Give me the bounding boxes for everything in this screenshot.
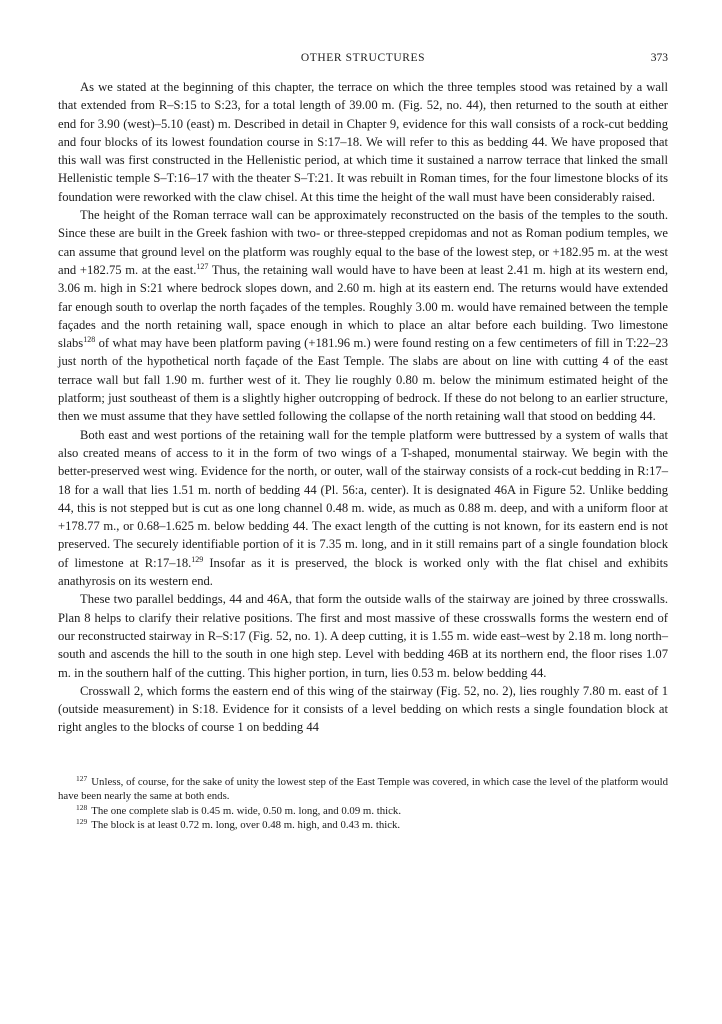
footnote-number: 127 <box>76 773 88 783</box>
body-text <box>58 78 668 737</box>
footnote-text: The block is at least 0.72 m. long, over 0.48 m. high, and 0.43 m. thick. <box>91 819 401 832</box>
running-title: OTHER STRUCTURES <box>300 52 426 64</box>
paragraph: Both east and west portions of the retaining wall for the temple platform were buttressed by a system of walls that also created means of access to it in the form of two wings of a T-shaped, monumental stairway. We begin with the better-preserved west wing. Evidence for the north, or outer, wall of the stairway consists of a rock-cut bedding in R:17–18 for a wall that lies 1.51 m. north of bedding 44 (Pl. 56:a, center). It is designated 46A in Figure 52. Unlike bedding 44, this is not stepped but is cut as one long channel 0.48 m. wide, as much as 0.88 m. deep, and with a uniform floor at +178.77 m., or 0.68–1.625 m. below bedding 44. The exact length of the cutting is not known, for its eastern end is not preserved. The securely identifiable portion of it is 7.35 m. long, and in it still remains part of a single foundation block of limestone at R:17–18.$^{129}$ Insofar as it is preserved, the block is worked only with the flat chisel and exhibits anathyrosis on its western end. <box>58 427 668 589</box>
footnote <box>58 804 668 819</box>
footnote-ref[interactable]: 128 <box>83 335 96 345</box>
paragraph: Crosswall 2, which forms the eastern end of this wing of the stairway (Fig. 52, no. 2), lies roughly 7.80 m. east of 1 (outside measurement) in S:18. Evidence for it consists of a level bedding on which rests a single foundation block at right angles to the blocks of course 1 on bedding 44 <box>58 683 668 735</box>
footnote <box>58 775 668 804</box>
footnote-ref[interactable]: 129 <box>191 554 204 564</box>
footnote <box>58 818 668 833</box>
page <box>58 52 668 833</box>
running-header <box>58 52 668 70</box>
footnote-text: Unless, of course, for the sake of unity the lowest step of the East Temple was covered, in which case the level of the platform would have been nearly the same at both ends. <box>58 775 668 803</box>
paragraph: As we stated at the beginning of this chapter, the terrace on which the three temples stood was retained by a wall that extended from R–S:15 to S:23, for a total length of 39.00 m. (Fig. 52, no. 44), then returned to the south at either end for 3.90 (west)–5.10 (east) m. Described in detail in Chapter 9, evidence for this wall consists of a rock-cut bedding and four blocks of its lowest foundation course in S:17–18. We will refer to this as bedding 44. We have proposed that this wall was first constructed in the Hellenistic period, at which time it sustained a narrow terrace that linked the small Hellenistic temple S–T:16–17 with the theater S–T:21. It was rebuilt in Roman times, for the four limestone blocks of its foundation were reworked with the claw chisel. At this time the height of the wall must have been considerably raised. <box>58 80 668 204</box>
footnote-number: 128 <box>76 802 88 812</box>
footnote-text: The one complete slab is 0.45 m. wide, 0.50 m. long, and 0.09 m. thick. <box>91 804 402 817</box>
paragraph: The height of the Roman terrace wall can be approximately reconstructed on the basis of the temples to the south. Since these are built in the Greek fashion with two- or three-stepped crepidomas and not as Roman podium temples, we can assume that ground level on the platform was roughly equal to the base of the lowest step, or +182.95 m. at the west and +182.75 m. at the east.$^{127}$ Thus, the retaining wall would have to have been at least 2.41 m. high at its western end, 3.06 m. high in S:21 where bedrock slopes down, and 2.60 m. high at its eastern end. The returns would have extended far enough south to overlap the north façades of the temples. Roughly 3.00 m. would have remained between the temple façades and the north retaining wall, space enough in which to place an altar before each building. Two limestone slabs$^{128}$ of what may have been platform paving (+181.96 m.) were found resting on a few centimeters of fill in T:22–23 just north of the hypothetical north façade of the East Temple. The slabs are about on line with cutting 4 of the east terrace wall but fall 1.90 m. further west of it. They lie roughly 0.80 m. below the minimum estimated height of the platform; just southeast of them is a slightly higher outcropping of bedrock. If these do not belong to an earlier structure, then we must assume that they have settled following the collapse of the north retaining wall that stood on bedding 44. <box>58 208 668 424</box>
footnote-ref[interactable]: 127 <box>196 261 209 271</box>
paragraph: These two parallel beddings, 44 and 46A, that form the outside walls of the stairway are joined by three crosswalls. Plan 8 helps to clarify their relative positions. The first and most massive of these crosswalls forms the western end of our reconstructed stairway in R–S:17 (Fig. 52, no. 1). A deep cutting, it is 1.55 m. wide east–west by 2.18 m. long north–south and ascends the hill to the south in one high step. Level with bedding 46B at its northern end, the floor rises 1.07 m. in the southern half of the cutting. This higher portion, in turn, lies 0.53 m. below bedding 44. <box>58 592 668 680</box>
page-number: 373 <box>650 52 668 64</box>
footnotes <box>58 775 668 833</box>
footnote-number: 129 <box>76 817 88 827</box>
